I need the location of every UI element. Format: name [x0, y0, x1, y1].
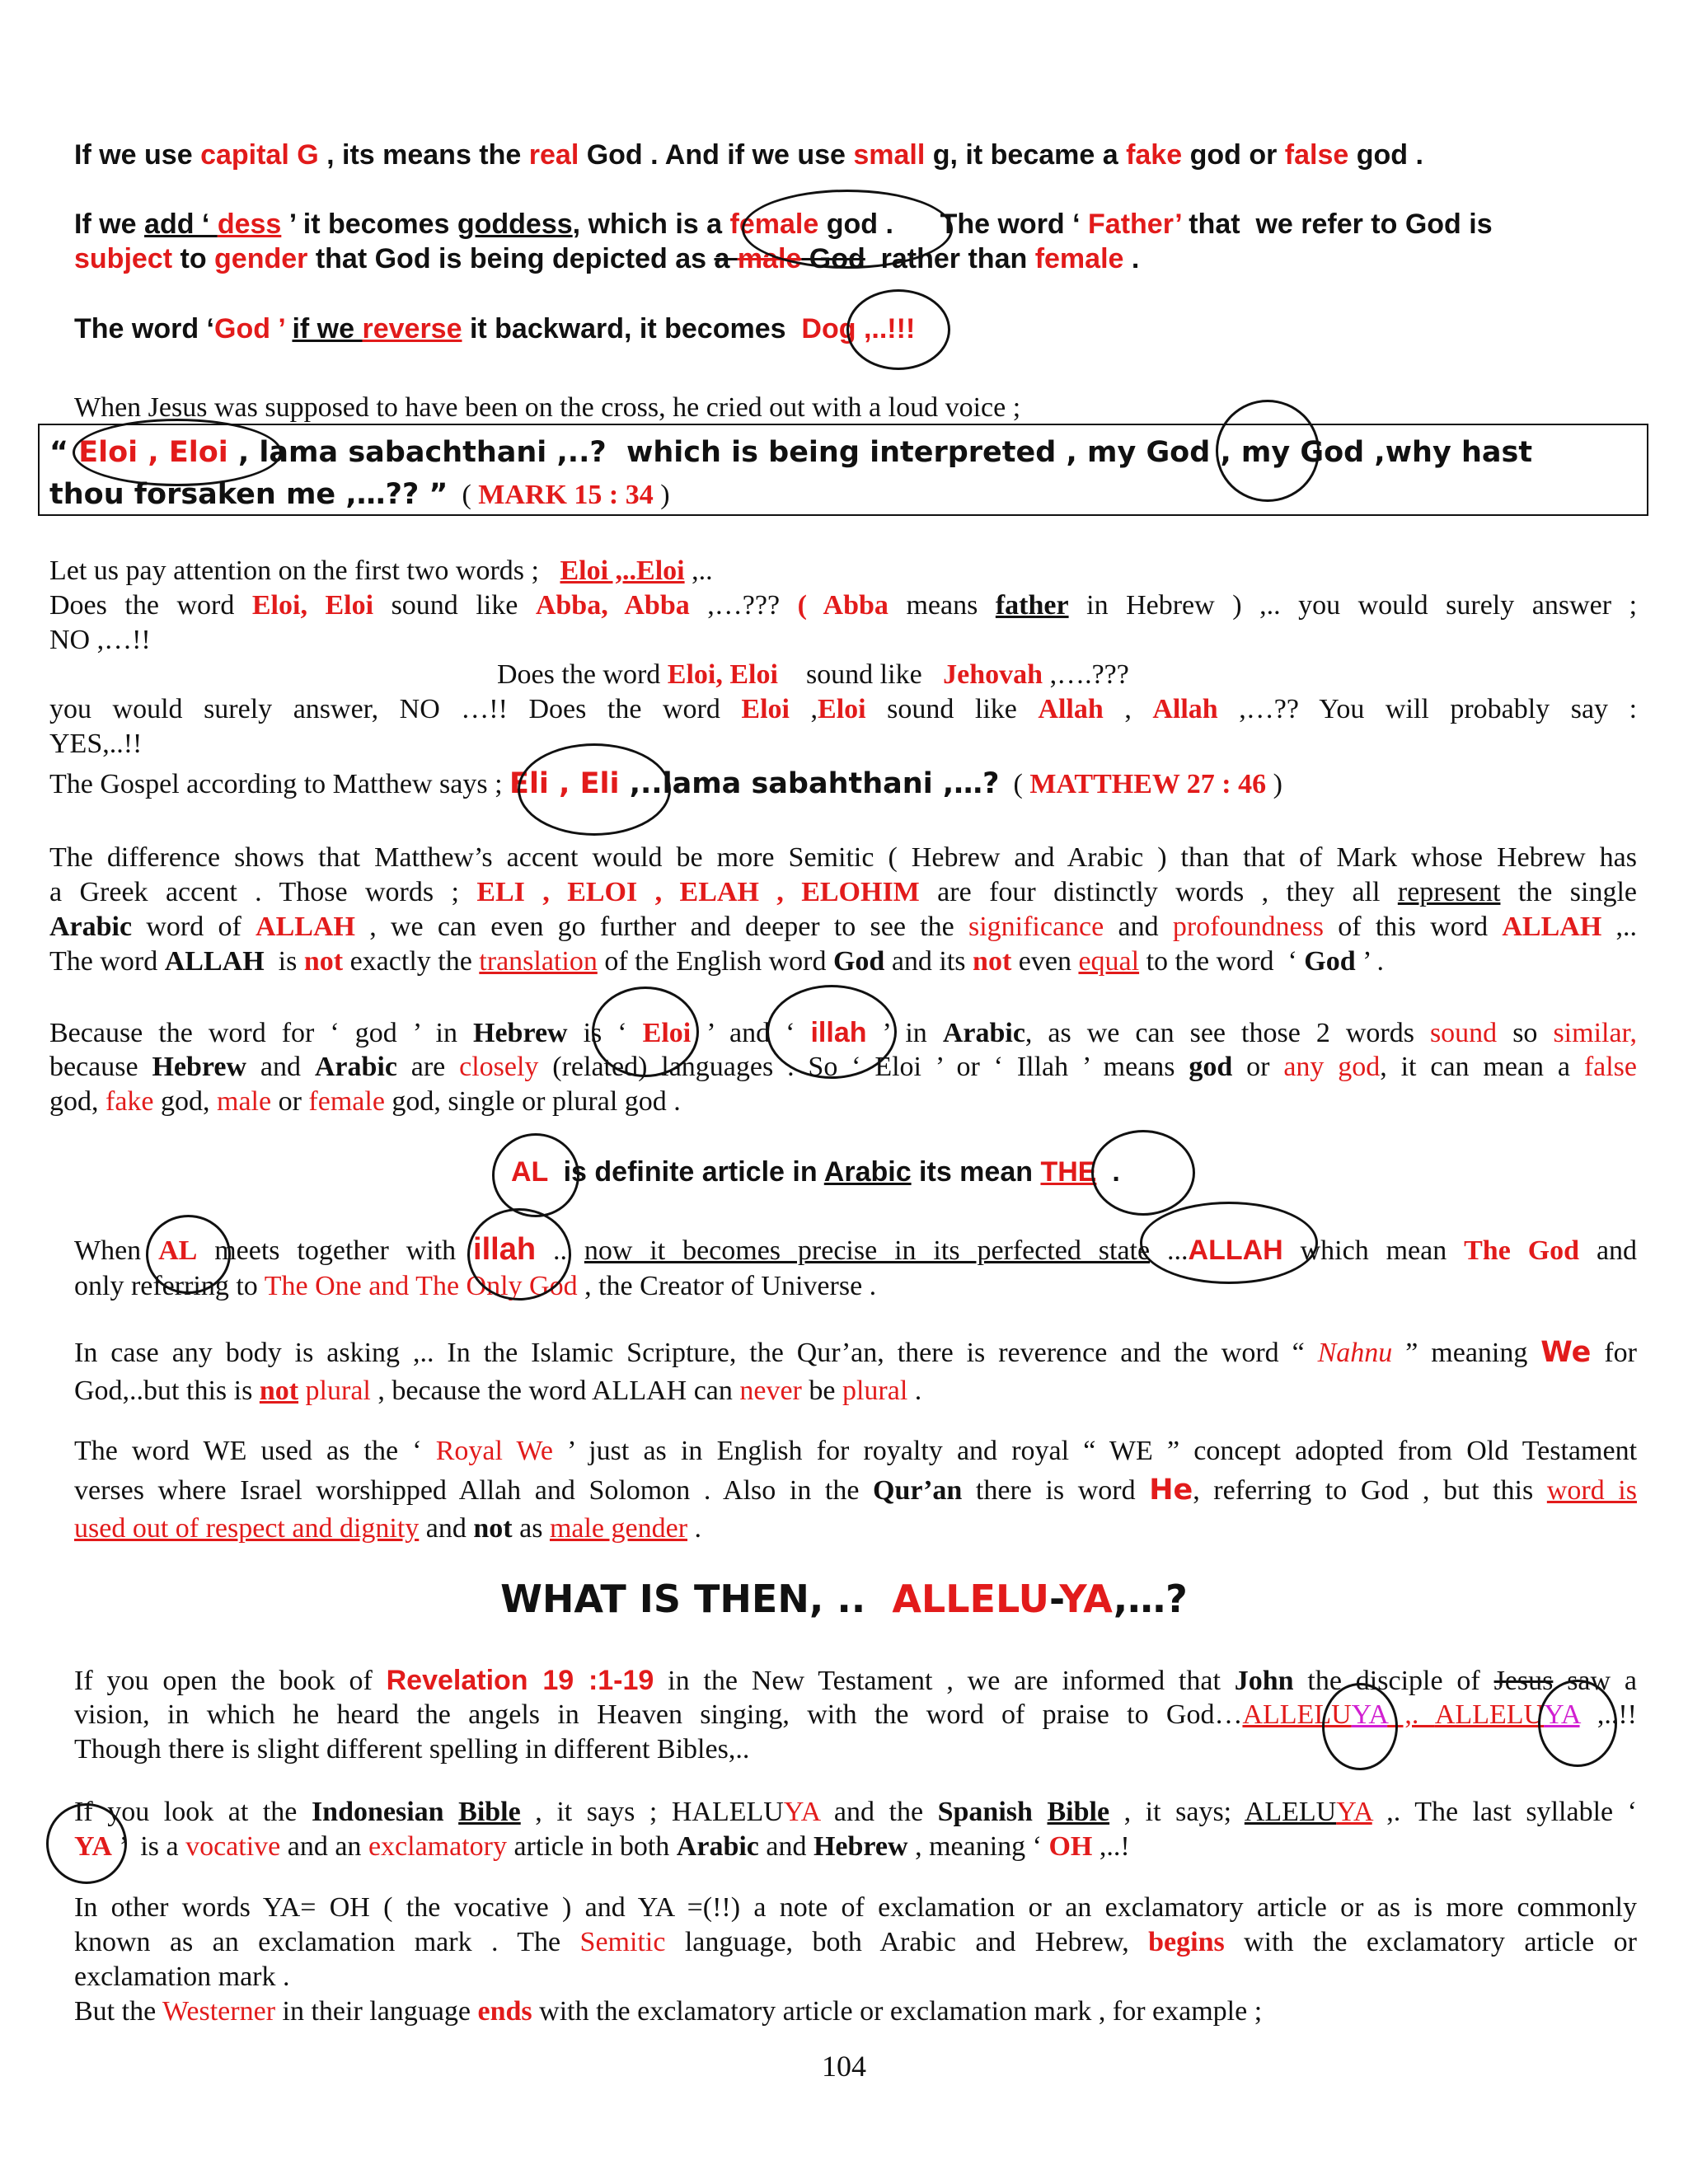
para-difference-l4: The word ALLAH is not exactly the translation of the English word God and its not even equal to the word ‘ God ’ . [49, 946, 1384, 977]
para-jesus-cross: When Jesus was supposed to have been on the cross, he cried out with a loud voice ; [74, 392, 1021, 423]
para-ya-oh-l2: known as an exclamation mark . The Semitic language, both Arabic and Hebrew, begins with the exclamatory article or [74, 1927, 1637, 1957]
para-goddess-line2: subject to gender that God is being depicted as a male God rather than female . [74, 243, 1140, 274]
para-royal-we-l3: used out of respect and dignity and not as male gender . [74, 1513, 702, 1544]
para-abba-answer: NO ,…!! [49, 625, 151, 655]
para-nahnu-l2: God,..but this is not plural , because the word ALLAH can never be plural . [74, 1376, 922, 1406]
para-matthew: The Gospel according to Matthew says ; Eli , Eli ,..lama sabahthani ,…? ( MATTHEW 27 : 46 ) [49, 767, 1282, 800]
verse-line1: “ Eloi , Eloi , lama sabachthani ,..? which is being interpreted , my God , my God ,why hast [49, 436, 1533, 469]
para-because-l1: Because the word for ‘ god ’ in Hebrew is ‘ Eloi ’ and ‘ illah ’ in Arabic, as we can see those 2 words sound so similar, [49, 1017, 1638, 1048]
para-revelation-l3: Though there is slight different spelling in different Bibles,.. [74, 1734, 750, 1765]
para-capital-g: If we use capital G , its means the real God . And if we use small g, it became a fake god or false god . [74, 139, 1423, 171]
section-heading: WHAT IS THEN, .. ALLELU-YA,…? [500, 1577, 1188, 1621]
para-because-l2: because Hebrew and Arabic are closely (related) languages . So ‘ Eloi ’ or ‘ Illah ’ means god or any god, it can mean a false [49, 1052, 1637, 1082]
para-bibles-l1: If you look at the Indonesian Bible , it says ; HALELUYA and the Spanish Bible , it says; ALELUYA ,. The last syllable ‘ [74, 1797, 1638, 1827]
para-first-two-words: Let us pay attention on the first two words ; Eloi ,..Eloi ,.. [49, 555, 713, 586]
para-difference-l3: Arabic word of ALLAH , we can even go further and deeper to see the significance and profoundness of this word ALLAH ,.. [49, 912, 1638, 942]
para-ya-oh-l1: In other words YA= OH ( the vocative ) and YA =(!!) a note of exclamation or an exclamatory article or as is more commonly [74, 1892, 1637, 1923]
para-bibles-l2: YA ’ is a vocative and an exclamatory article in both Arabic and Hebrew , meaning ‘ OH ,..! [74, 1831, 1130, 1862]
para-allah-answer: YES,..!! [49, 729, 143, 759]
para-allah: you would surely answer, NO …!! Does the word Eloi ,Eloi sound like Allah , Allah ,…?? You will probably say : [49, 694, 1638, 724]
para-because-l3: god, fake god, male or female god, single or plural god . [49, 1086, 681, 1117]
para-dog: The word ‘God ’ if we reverse it backward, it becomes Dog ,..!!! [74, 313, 916, 344]
para-al-meets-l2: only referring to The One and The Only God , the Creator of Universe . [74, 1271, 877, 1301]
para-al-meets-l1: When AL meets together with illah .. now it becomes precise in its perfected state ...ALLAH which mean The God and [74, 1232, 1638, 1267]
para-al-definite: AL is definite article in Arabic its mean THE . [511, 1156, 1120, 1188]
para-royal-we-l2: verses where Israel worshipped Allah and Solomon . Also in the Qur’an there is word He, referring to God , but this word is [74, 1474, 1637, 1507]
page-number: 104 [822, 2050, 866, 2083]
para-difference-l2: a Greek accent . Those words ; ELI , ELOI , ELAH , ELOHIM are four distinctly words , they all represent the single [49, 877, 1637, 907]
para-ya-oh-l3: exclamation mark . [74, 1961, 290, 1992]
verse-line2: thou forsaken me ,…?? ” ( MARK 15 : 34 ) [49, 478, 670, 511]
para-jehovah: Does the word Eloi, Eloi sound like Jehovah ,….??? [497, 659, 1129, 690]
para-nahnu-l1: In case any body is asking ,.. In the Islamic Scripture, the Qur’an, there is reverence and the word “ Nahnu ” meaning We for [74, 1336, 1637, 1369]
para-royal-we-l1: The word WE used as the ‘ Royal We ’ just as in English for royalty and royal “ WE ” concept adopted from Old Testament [74, 1436, 1638, 1466]
para-ya-oh-l4: But the Westerner in their language ends with the exclamatory article or exclamation mark , for example ; [74, 1996, 1263, 2027]
para-revelation-l2: vision, in which he heard the angels in Heaven singing, with the word of praise to God…ALLELUYA ,. ALLELUYA ,..!! [74, 1699, 1637, 1730]
para-goddess-line1: If we add ‘ dess ’ it becomes goddess, which is a female god . The word ‘ Father’ that we refer to God is [74, 209, 1493, 240]
para-difference-l1: The difference shows that Matthew’s accent would be more Semitic ( Hebrew and Arabic ) than that of Mark whose Hebrew has [49, 842, 1637, 873]
para-abba: Does the word Eloi, Eloi sound like Abba, Abba ,…??? ( Abba means father in Hebrew ) ,.. you would surely answer ; [49, 590, 1638, 621]
para-revelation-l1: If you open the book of Revelation 19 :1-19 in the New Testament , we are informed that John the disciple of Jesus saw a [74, 1665, 1637, 1696]
